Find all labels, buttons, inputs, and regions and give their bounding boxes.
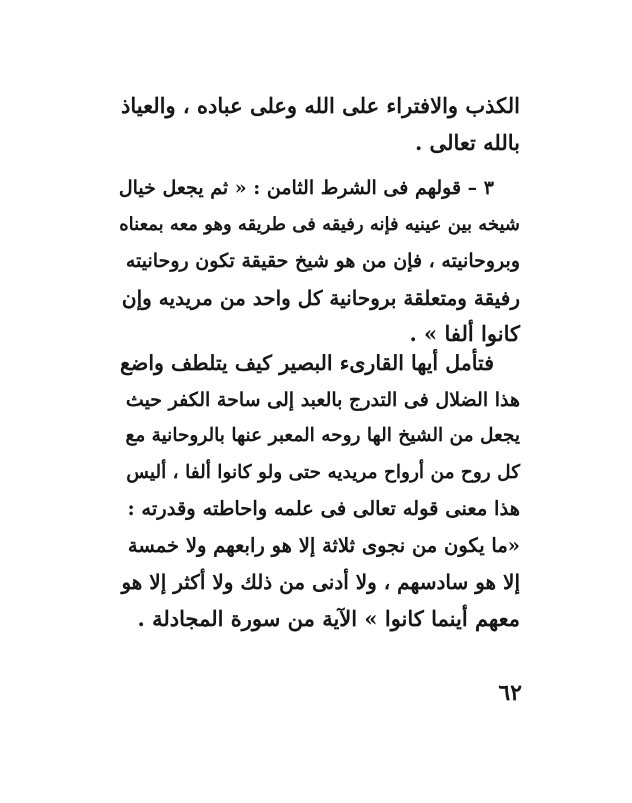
- paragraph-commentary: [120, 345, 520, 637]
- text-line: بالله تعالى .: [414, 129, 520, 155]
- page-number: ٦٢: [498, 680, 522, 706]
- text-line: فتأمل أيها القارىء البصير كيف يتلطف واضع: [120, 351, 494, 375]
- text-line: الكذب والافتراء على الله وعلى عباده ، والعياذ: [121, 93, 520, 118]
- text-line: كل روح من أرواح مريديه حتى ولو كانوا ألفا ، أليس: [126, 461, 520, 483]
- paragraph-continuation: [120, 88, 520, 161]
- text-line: هذا الضلال فى التدرج بالعبد إلى ساحة الكفر حيث: [125, 388, 520, 411]
- text-line: هذا معنى قوله تعالى فى علمه واحاطته وقدرته :: [127, 497, 520, 520]
- text-line: ٣ – قولهم فى الشرط الثامن : « ثم يجعل خيال: [118, 177, 494, 199]
- text-line: معهم أينما كانوا » الآية من سورة المجادلة .: [137, 605, 520, 631]
- paragraph-condition-eight: [120, 170, 520, 353]
- text-line: يجعل من الشيخ الها روحه المعبر عنها بالروحانية مع: [125, 425, 520, 446]
- text-line: وبروحانيته ، فإن من هو شيخ حقيقة تكون روحانيته: [125, 250, 520, 272]
- text-line: إلا هو سادسهم ، ولا أدنى من ذلك ولا أكثر إلا هو: [121, 570, 520, 594]
- text-line: رفيقة ومتعلقة بروحانية كل واحد من مريديه وإن: [121, 285, 520, 310]
- text-line: كانوا ألفا » .: [409, 321, 520, 346]
- text-line: «ما يكون من نجوى ثلاثة إلا هو رابعهم ولا خمسة: [127, 533, 520, 557]
- text-line: شيخه بين عينيه فإنه رفيقه فى طريقه وهو معه بمعناه: [119, 213, 520, 235]
